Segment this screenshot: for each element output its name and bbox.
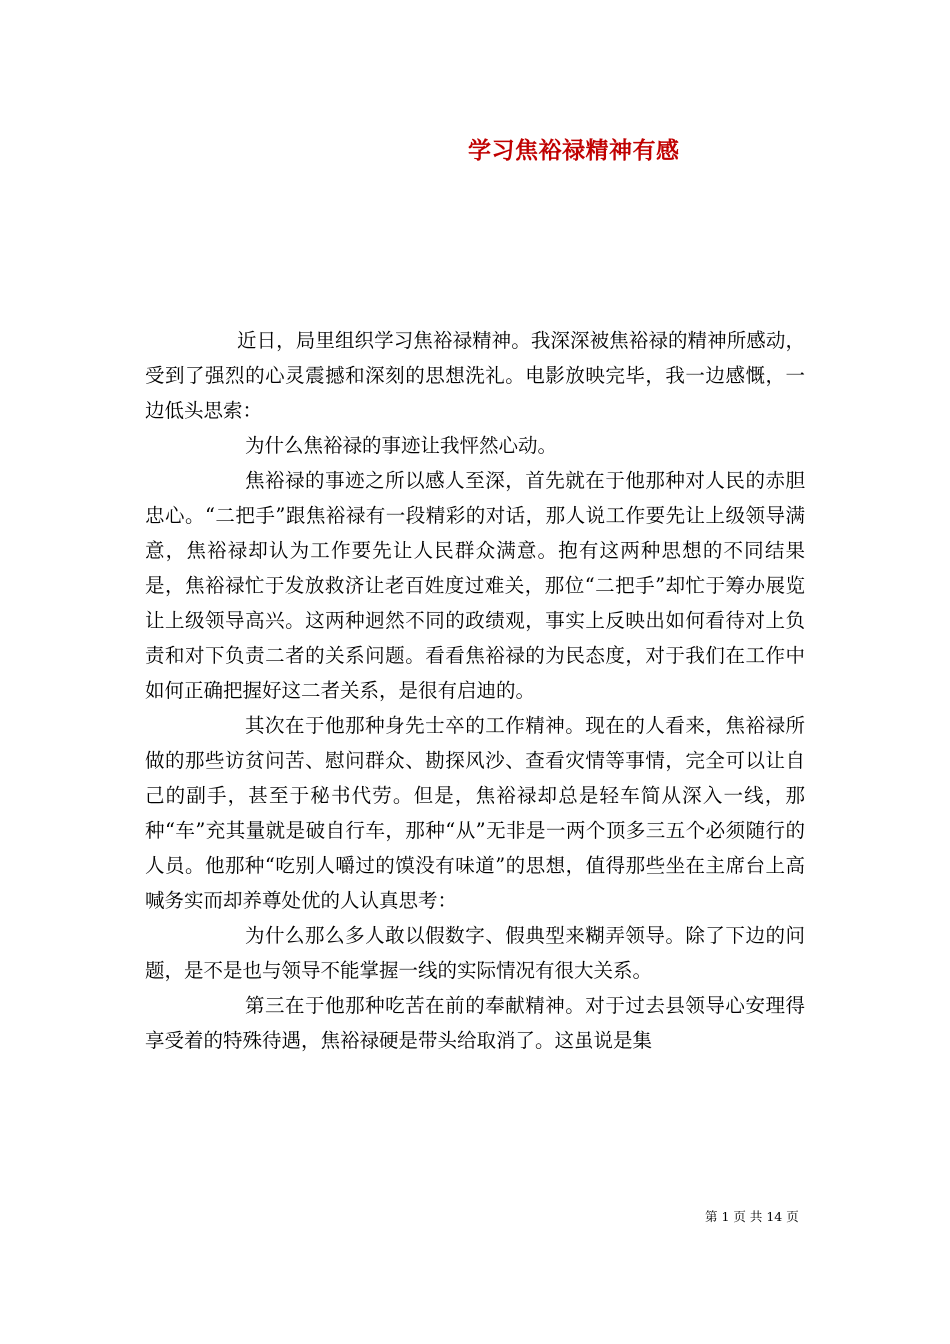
page-number-footer: 第 1 页 共 14 页 <box>705 1209 799 1224</box>
document-title: 学习焦裕禄精神有感 <box>468 137 680 164</box>
document-body <box>145 323 805 1058</box>
paragraph-intro: 近日，局里组织学习焦裕禄精神。我深深被焦裕禄的精神所感动，受到了强烈的心灵震撼和深刻的思想洗礼。电影放映完毕，我一边感慨，一边低头思索： <box>145 329 805 422</box>
paragraph-reflection: 为什么那么多人敢以假数字、假典型来糊弄领导。除了下边的问题，是不是也与领导不能掌握一线的实际情况有很大关系。 <box>145 924 805 982</box>
paragraph-question: 为什么焦裕禄的事迹让我怦然心动。 <box>245 434 558 457</box>
paragraph-second-point: 其次在于他那种身先士卒的工作精神。现在的人看来，焦裕禄所做的那些访贫问苦、慰问群众、勘探风沙、查看灾情等事情，完全可以让自己的副手，甚至于秘书代劳。但是，焦裕禄却总是轻车简从深入一线，那种“车”充其量就是破自行车，那种“从”无非是一两个顶多三五个必须随行的人员。他那种“吃别人嚼过的馍没有味道”的思想，值得那些坐在主席台上高喊务实而却养尊处优的人认真思考： <box>145 714 805 912</box>
paragraph-third-point: 第三在于他那种吃苦在前的奉献精神。对于过去县领导心安理得享受着的特殊待遇，焦裕禄硬是带头给取消了。这虽说是集 <box>145 994 805 1052</box>
paragraph-first-point: 焦裕禄的事迹之所以感人至深，首先就在于他那种对人民的赤胆忠心。“二把手”跟焦裕禄有一段精彩的对话，那人说工作要先让上级领导满意，焦裕禄却认为工作要先让人民群众满意。抱有这两种思想的不同结果是，焦裕禄忙于发放救济让老百姓度过难关，那位“二把手”却忙于筹办展览让上级领导高兴。这两种迥然不同的政绩观，事实上反映出如何看待对上负责和对下负责二者的关系问题。看看焦裕禄的为民态度，对于我们在工作中如何正确把握好这二者关系，是很有启迪的。 <box>145 469 805 702</box>
